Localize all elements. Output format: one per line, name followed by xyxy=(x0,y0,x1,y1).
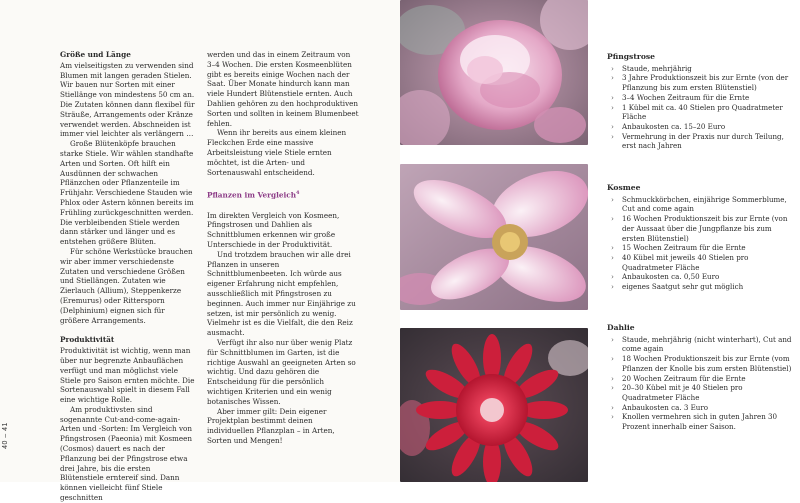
list-item: › Anbaukosten ca. 0,50 Euro xyxy=(607,272,792,282)
info-list xyxy=(607,64,792,151)
list-item: › 16 Wochen Produktionszeit bis zur Ernte (von der Aussaat über die Jungpflanze bis zum ersten Blütenstiel) xyxy=(607,214,792,243)
list-item: › 20 Wochen Zeitraum für die Ernte xyxy=(607,374,792,384)
list-item: › Staude, mehrjährig (nicht winterhart), Cut and come again xyxy=(607,335,792,354)
list-item: › 40 Kübel mit jeweils 40 Stielen pro Quadratmeter Fläche xyxy=(607,253,792,272)
info-list xyxy=(607,335,792,432)
info-list xyxy=(607,195,792,292)
list-item: › 3 Jahre Produktionszeit bis zur Ernte (von der Pflanzung bis zum ersten Blütenstiel) xyxy=(607,73,792,92)
list-item: › 1 Kübel mit ca. 40 Stielen pro Quadratmeter Fläche xyxy=(607,103,792,122)
peony-photo xyxy=(400,0,588,145)
heading-groesse: Größe und Länge xyxy=(60,50,131,59)
paragraph: Am vielseitigsten zu verwenden sind Blumen mit langen geraden Stielen. Wir bauen nur Sorten mit einer Stiellänge von mindestens 50 cm an. Die Zutaten können dann flexibel für Sträuße, Arrangements oder Kränze verwendet werden. Abschneiden ist immer viel leichter als verlängern … xyxy=(60,60,195,139)
page-number: 40 – 41 xyxy=(1,422,9,449)
list-item: › 18 Wochen Produktionszeit bis zur Ernte (vom Pflanzen der Knolle bis zum ersten Blütenstiel) xyxy=(607,354,792,373)
list-item: › 3–4 Wochen Zeitraum für die Ernte xyxy=(607,93,792,103)
heading-produktivitaet: Produktivität xyxy=(60,335,115,345)
text-column-2 xyxy=(207,50,359,446)
list-item: › Knollen vermehren sich in guten Jahren 30 Prozent innerhalb einer Saison. xyxy=(607,412,792,431)
list-item: › Staude, mehrjährig xyxy=(607,64,792,74)
paragraph: Für schöne Werkstücke brauchen wir aber immer verschiedenste Zutaten und verschiedene Größen und Stiellängen. Zutaten wie Zierlauch (Allium), Steppenkerze (Eremurus) oder Rittersporn (Delphinium) eignen sich für größere Arrangements. xyxy=(60,246,193,325)
info-title: Dahlie xyxy=(607,323,635,332)
list-item: › eigenes Saatgut sehr gut möglich xyxy=(607,282,792,292)
paragraph: Produktivität ist wichtig, wenn man über nur begrenzte Anbauflächen verfügt und man möglichst viele Stiele pro Saison ernten möchte. Die Sortenauswahl spielt in diesem Fall eine wichtige Rolle. xyxy=(60,346,195,405)
paragraph: Aber immer gilt: Dein eigener Projektplan bestimmt deinen individuellen Pflanzplan – in Arten, Sorten und Mengen! xyxy=(207,406,335,445)
paragraph: Große Blütenköpfe brauchen starke Stiele. Wir wählen standhafte Arten und Sorten. Oft hilft ein Ausdünnen der schwachen Pflänzchen oder Pflanzenteile im Frühjahr. Verschiedene Stauden wie Phlox oder Astern können bereits im Frühling zurückgeschnitten werden. Die verbleibenden Stiele werden dann stärker und länger und es entstehen größere Blüten. xyxy=(60,139,194,247)
heading-pflanzen-vergleich: Pflanzen im Vergleich$^4$ xyxy=(207,190,300,200)
list-item: › 20–30 Kübel mit je 40 Stielen pro Quadratmeter Fläche xyxy=(607,383,792,402)
info-box-dahlie xyxy=(607,323,792,432)
paragraph: Und trotzdem brauchen wir alle drei Pflanzen in unseren Schnittblumenbeeten. Ich würde aus eigener Erfahrung nicht empfehlen, ausschließlich mit Pfingstrosen zu beginnen. Auch immer nur Einjährige zu setzen, ist mir persönlich zu wenig. Vielmehr ist es die Vielfalt, die den Reiz ausmacht. xyxy=(207,249,356,338)
cosmos-photo xyxy=(400,164,588,310)
list-item: › 15 Wochen Zeitraum für die Ernte xyxy=(607,243,792,253)
list-item: › Vermehrung in der Praxis nur durch Teilung, erst nach Jahren xyxy=(607,132,792,151)
text-column-1 xyxy=(60,50,195,503)
paragraph: Am produktivsten sind sogenannte Cut-and-come-again-Arten und -Sorten: Im Vergleich von Pfingstrosen (Paeonia) mit Kosmeen (Cosmos) dauert es nach der Pflanzung bei der Pfingstrose etwa drei Jahre, bis die ersten Blütenstiele erntereif sind. Dann können vielleicht fünf Stiele geschnitten xyxy=(60,404,192,503)
paragraph: Wenn ihr bereits aus einem kleinen Fleckchen Erde eine massive Arbeitsleistung viele Stiele ernten möchtet, ist die Arten- und Sortenauswahl entscheidend. xyxy=(207,128,347,177)
info-box-kosmee xyxy=(607,183,792,292)
info-title: Pfingstrose xyxy=(607,52,656,61)
info-title: Kosmee xyxy=(607,183,641,192)
dahlia-photo xyxy=(400,328,588,482)
paragraph: Verfügt ihr also nur über wenig Platz für Schnittblumen im Garten, ist die richtige Auswahl an geeigneten Arten so wichtig. Und dazu gehören die Entscheidung für die persönlich wichtigen Kriterien und ein wenig botanisches Wissen. xyxy=(207,337,356,406)
list-item: › Anbaukosten ca. 15–20 Euro xyxy=(607,122,792,132)
info-box-pfingstrose xyxy=(607,52,792,151)
paragraph: werden und das in einem Zeitraum von 3–4 Wochen. Die ersten Kosmeenblüten gibt es bereits einige Wochen nach der Saat. Über Monate hindurch kann man viele Hundert Blütenstiele ernten. Auch Dahlien gehören zu den hochproduktiven Sorten und sollten in keinem Blumenbeet fehlen. xyxy=(207,50,359,128)
paragraph: Im direkten Vergleich von Kosmeen, Pfingstrosen und Dahlien als Schnittblumen erkennen wir große Unterschiede in der Produktivität. xyxy=(207,210,340,249)
list-item: › Anbaukosten ca. 3 Euro xyxy=(607,403,792,413)
list-item: › Schmuckkörbchen, einjährige Sommerblume, Cut and come again xyxy=(607,195,792,214)
